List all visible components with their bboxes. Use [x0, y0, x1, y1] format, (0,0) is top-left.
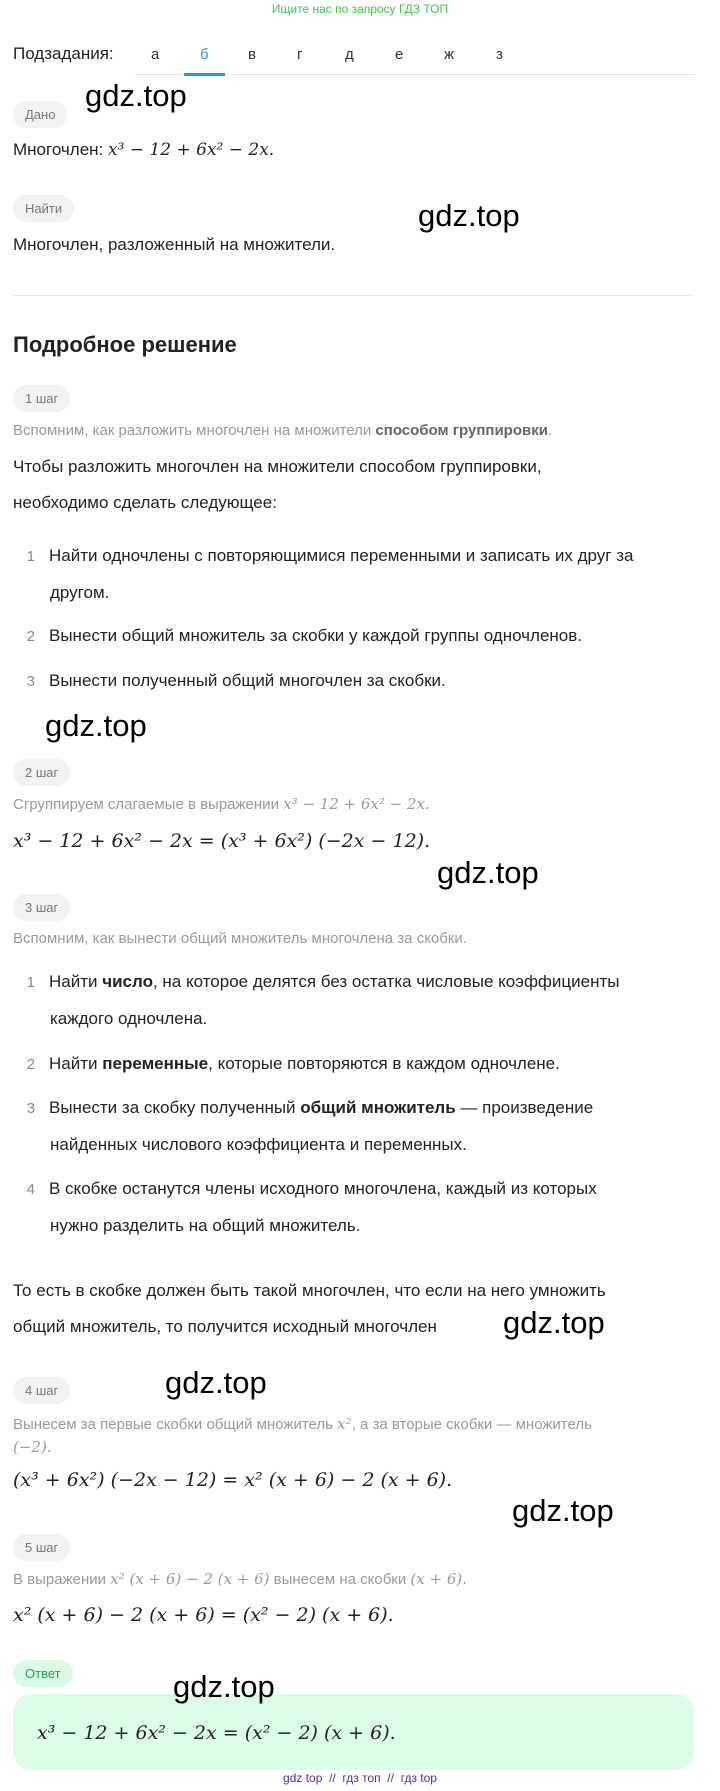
step-1-pill: 1 шаг [13, 385, 70, 412]
find-pill: Найти [13, 195, 74, 222]
step-1-line: необходимо сделать следующее: [13, 493, 277, 512]
find-text: Многочлен, разложенный на множители. [13, 235, 336, 254]
step-4-hint [13, 1413, 693, 1459]
step-2-equation: x³ − 12 + 6x² − 2x = (x³ + 6x²) (−2x − 12). [13, 830, 431, 852]
item-text: Найти одночлены с повторяющимися переменными и записать их друг за [49, 546, 634, 565]
solution-title: Подробное решение [13, 332, 237, 357]
tab-b[interactable]: б [200, 46, 209, 63]
hint-text: Вынесем за первые скобки общий множитель [13, 1416, 338, 1433]
step-2-pill: 2 шаг [13, 759, 70, 786]
hint-end: . [547, 422, 553, 439]
item-number: 3 [26, 1100, 35, 1117]
step-4-equation: (x³ + 6x²) (−2x − 12) = x² (x + 6) − 2 (x + 6). [13, 1469, 453, 1491]
answer-pill: Ответ [13, 1660, 73, 1687]
watermark: gdz.top [512, 1493, 614, 1528]
item-text: Вынести общий множитель за скобки у каждой группы одночленов. [49, 626, 583, 645]
item-text: Найти [49, 1054, 103, 1073]
watermark: gdz.top [45, 708, 147, 743]
tab-v[interactable]: в [248, 46, 256, 63]
item-text: Вынести за скобку полученный [49, 1098, 301, 1117]
step-5-pill: 5 шаг [13, 1534, 70, 1561]
item-number: 1 [26, 974, 35, 991]
tab-z[interactable]: з [496, 46, 503, 63]
item-text: другом. [50, 583, 110, 602]
list-item [13, 538, 693, 611]
item-text: найденных числового коэффициента и переменных. [50, 1135, 467, 1154]
list-item [13, 663, 693, 700]
hint-text: В выражении [13, 1571, 111, 1588]
given-pill: Дано [13, 101, 67, 128]
hint-math: x³ − 12 + 6x² − 2x. [283, 795, 430, 813]
watermark: gdz.top [503, 1305, 605, 1340]
hint-math: x² (x + 6) − 2 (x + 6) [110, 1570, 270, 1588]
list-item [13, 1090, 693, 1163]
divider [13, 295, 693, 296]
subtasks-label: Подзадания: [13, 44, 114, 63]
hint-text: вынесем на скобки [269, 1571, 411, 1588]
item-text: В скобке останутся члены исходного многочлена, каждый из которых [49, 1179, 597, 1198]
step-1-line: Чтобы разложить многочлен на множители способом группировки, [13, 457, 542, 476]
given-text [13, 140, 274, 160]
item-text: Вынести полученный общий многочлен за скобки. [49, 671, 446, 690]
item-bold: общий множитель [300, 1098, 456, 1117]
step-1-hint [13, 422, 552, 439]
item-bold: число [102, 972, 153, 991]
item-text: каждого одночлена. [50, 1009, 208, 1028]
item-text: , которые повторяются в каждом одночлене. [208, 1054, 560, 1073]
hint-bold: способом группировки [375, 422, 548, 439]
hint-math: (x + 6). [410, 1570, 468, 1588]
watermark: gdz.top [85, 78, 187, 113]
step-3-line: То есть в скобке должен быть такой многочлен, что если на него умножить [13, 1281, 606, 1300]
step-5-equation: x² (x + 6) − 2 (x + 6) = (x² − 2) (x + 6). [13, 1604, 394, 1626]
step-3-pill: 3 шаг [13, 894, 70, 921]
watermark: gdz.top [437, 855, 539, 890]
item-number: 4 [26, 1181, 35, 1198]
step-3-hint: Вспомним, как вынести общий множитель многочлена за скобки. [13, 930, 467, 947]
item-number: 1 [26, 548, 35, 565]
item-bold: переменные [102, 1054, 209, 1073]
item-number: 2 [26, 628, 35, 645]
item-number: 2 [26, 1056, 35, 1073]
tab-e[interactable]: е [395, 46, 404, 63]
step-4-pill: 4 шаг [13, 1377, 70, 1404]
tab-a[interactable]: а [151, 46, 160, 63]
item-number: 3 [26, 673, 35, 690]
step-2-hint [13, 795, 430, 813]
item-text: нужно разделить на общий множитель. [50, 1216, 361, 1235]
step-3-line: общий множитель, то получится исходный многочлен [13, 1317, 437, 1336]
footer-links[interactable]: gdz top // гдз топ // гдз top [283, 1771, 437, 1785]
list-item [13, 618, 693, 655]
promo-banner: Ищите нас по запросу ГДЗ ТОП [271, 2, 449, 16]
item-text: , на которое делятся без остатка числовые коэффициенты [152, 972, 620, 991]
watermark: gdz.top [418, 198, 520, 233]
given-label: Многочлен: [13, 140, 108, 159]
step-5-hint [13, 1570, 467, 1588]
active-tab-indicator [184, 73, 225, 76]
hint-math: x² [337, 1415, 352, 1433]
hint-text: Вспомним, как разложить многочлен на множители [13, 422, 376, 439]
tab-d[interactable]: д [345, 46, 354, 63]
hint-math: (−2). [13, 1438, 52, 1456]
item-text: — произведение [455, 1098, 594, 1117]
hint-text: Сгруппируем слагаемые в выражении [13, 796, 284, 813]
answer-equation: x³ − 12 + 6x² − 2x = (x² − 2) (x + 6). [37, 1722, 396, 1744]
given-math: x³ − 12 + 6x² − 2x. [107, 140, 275, 160]
hint-text: , а за вторые скобки — множитель [351, 1416, 592, 1433]
item-text: Найти [49, 972, 103, 991]
list-item [13, 1171, 693, 1244]
watermark: gdz.top [165, 1365, 267, 1400]
tab-g[interactable]: г [297, 46, 303, 63]
list-item [13, 1046, 693, 1083]
tab-zh[interactable]: ж [444, 46, 455, 63]
list-item [13, 964, 693, 1037]
watermark: gdz.top [173, 1669, 275, 1704]
